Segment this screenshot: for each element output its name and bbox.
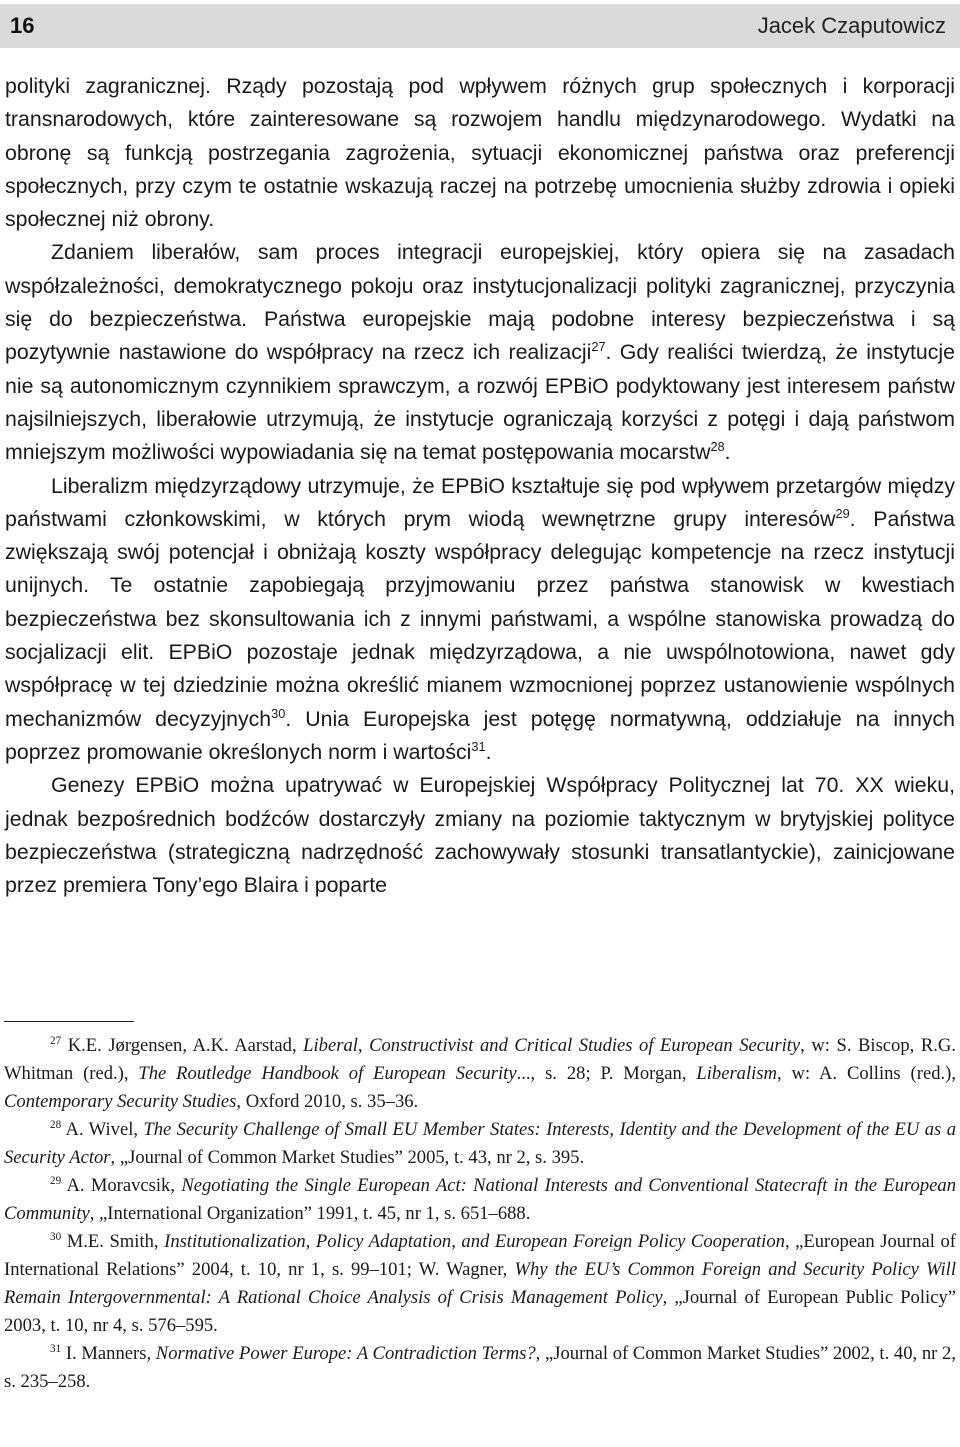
footnote-number: 29 (50, 1174, 62, 1187)
footnote-27 (4, 1032, 956, 1116)
footnote-title: Contemporary Security Studies (4, 1091, 237, 1112)
footnote-number: 27 (50, 1034, 62, 1047)
footnote-28 (4, 1116, 956, 1172)
footnote-title: Institutionalization, Policy Adaptation, and European Foreign Policy Cooperation (164, 1231, 785, 1252)
footnote-title: Liberal, Constructivist and Critical Studies of European Security (303, 1035, 801, 1056)
main-text (5, 70, 955, 902)
footnote-text: A. Moravcsik, (61, 1175, 182, 1196)
footnote-31 (4, 1340, 956, 1396)
running-head-author: Jacek Czaputowicz (757, 13, 946, 38)
paragraph-text: Zdaniem liberałów, sam proces integracji europejskiej, który opiera się na zasadach współzależności, demokratycznego pokoju oraz instytucjonalizacji polityki zagranicznej, przyczynia się do bezpieczeństwa. Państwa europejskie mają podobne interesy bezpieczeństwa i są pozytywnie nastawione do współpracy na rzecz ich realizacji (5, 240, 955, 365)
footnotes (4, 1032, 956, 1396)
footnote-ref-28[interactable]: 28 (710, 439, 725, 455)
footnote-text: , „International Organization” 1991, t. 45, nr 1, s. 651–688. (89, 1203, 531, 1224)
footnote-text: M.E. Smith, (61, 1231, 165, 1252)
footnote-title: The Security Challenge of Small EU Member States: Interests, Identity and the Development of the EU as a Security Actor (4, 1119, 956, 1168)
paragraph-text: polityki zagranicznej. Rządy pozostają pod wpływem różnych grup społecznych i korporacji transnarodowych, które zainteresowane są rozwojem handlu międzynarodowego. Wydatki na obronę są funkcją postrzegania zagrożenia, sytuacji ekonomicznej państwa oraz preferencji społecznych, przy czym te ostatnie wskazują raczej na potrzebę umocnienia służby zdrowia i opieki społecznej niż obrony. (5, 74, 955, 232)
footnote-number: 28 (50, 1118, 62, 1131)
paragraph-text: Genezy EPBiO można upatrywać w Europejskiej Współpracy Politycznej lat 70. XX wieku, jednak bezpośrednich bodźców dostarczyły zmiany na poziomie taktycznym w brytyjskiej polityce bezpieczeństwa (strategiczną nadrzędność zachowywały stosunki transatlantyckie), zainicjowane przez premiera Tony’ego Blaira i poparte (5, 773, 955, 898)
footnote-30 (4, 1228, 956, 1340)
page-header (0, 4, 960, 48)
paragraph-text: . (485, 739, 492, 764)
paragraph-text: . (724, 440, 731, 465)
footnote-text: , „Journal of Common Market Studies” 2002, t. 40, nr 2, s. 235–258. (4, 1343, 956, 1392)
footnote-title: The Routledge Handbook of European Security (138, 1063, 517, 1084)
footnote-title: Why the EU’s Common Foreign and Security Policy Will Remain Intergovernmental: A Rational Choice Analysis of Crisis Management Policy (4, 1259, 956, 1308)
footnote-title: Normative Power Europe: A Contradiction Terms? (155, 1343, 536, 1364)
paragraph-2 (5, 236, 955, 469)
footnote-ref-29[interactable]: 29 (835, 505, 850, 521)
footnote-title: Negotiating the Single European Act: National Interests and Conventional Statecraft in the European Community (4, 1175, 956, 1224)
page-number: 16 (10, 13, 35, 38)
footnote-29 (4, 1172, 956, 1228)
paragraph-1 (5, 70, 955, 236)
footnote-separator (4, 1021, 134, 1022)
footnote-text: , w: S. Biscop, R.G. Whitman (red.), (4, 1035, 956, 1084)
paragraph-text: . Państwa zwiększają swój potencjał i obniżają koszty współpracy delegując kompetencje na rzecz instytucji unijnych. Te ostatnie zapobiegają przyjmowaniu przez państwa stanowisk w kwestiach bezpieczeństwa bez skonsultowania ich z innymi państwami, a wspólne stanowiska prowadzą do socjalizacji elit. EPBiO pozostaje jednak międzyrządowa, a nie uwspólnotowiona, nawet gdy współpracę w tej dziedzinie można określić mianem wzmocnionej poprzez ustanowienie wspólnych mechanizmów decyzyjnych (5, 506, 955, 731)
footnote-number: 31 (50, 1342, 62, 1355)
paragraph-text: . Unia Europejska jest potęgę normatywną, oddziałuje na innych poprzez promowanie określonych norm i wartości (5, 706, 955, 764)
footnote-text: , Oxford 2010, s. 35–36. (236, 1091, 419, 1112)
footnote-text: K.E. Jørgensen, A.K. Aarstad, (61, 1035, 304, 1056)
paragraph-3 (5, 470, 955, 770)
footnote-title: Liberalism (696, 1063, 777, 1084)
footnote-text: I. Manners, (61, 1343, 156, 1364)
paragraph-text: . Gdy realiści twierdzą, że instytucje nie są autonomicznym czynnikiem sprawczym, a rozwój EPBiO podyktowany jest interesem państw najsilniejszych, liberałowie utrzymują, że instytucje ograniczają korzyści z potęgi i dają państwom mniejszym możliwości wypowiadania się na temat postępowania mocarstw (5, 340, 955, 465)
footnote-number: 30 (50, 1230, 62, 1243)
paragraph-4 (5, 769, 955, 902)
paragraph-text: Liberalizm międzyrządowy utrzymuje, że EPBiO kształtuje się pod wpływem przetargów między państwami członkowskimi, w których prym wiodą wewnętrzne grupy interesów (5, 473, 955, 531)
footnote-ref-30[interactable]: 30 (271, 705, 286, 721)
footnote-text: , w: A. Collins (red.), (776, 1063, 956, 1084)
footnote-ref-31[interactable]: 31 (471, 738, 486, 754)
footnote-text: , „Journal of Common Market Studies” 2005, t. 43, nr 2, s. 395. (110, 1147, 585, 1168)
footnote-ref-27[interactable]: 27 (591, 339, 606, 355)
footnote-text: A. Wivel, (61, 1119, 144, 1140)
footnote-text: , „European Journal of International Relations” 2004, t. 10, nr 1, s. 99–101; W. Wagner, (4, 1231, 956, 1280)
footnote-text: ..., s. 28; P. Morgan, (516, 1063, 697, 1084)
footnote-text: , „Journal of European Public Policy” 2003, t. 10, nr 4, s. 576–595. (4, 1287, 956, 1336)
